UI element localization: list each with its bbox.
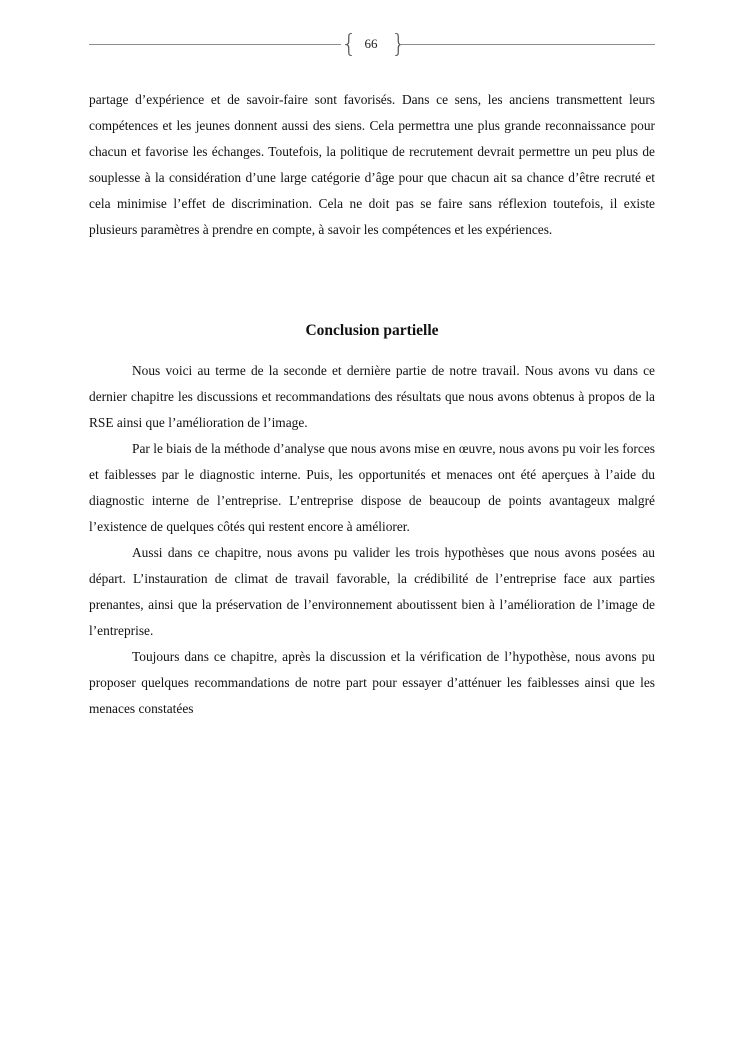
header-rule-right bbox=[400, 44, 655, 45]
page-number: 66 bbox=[364, 36, 378, 51]
header-rule-left bbox=[89, 44, 341, 45]
section-title: Conclusion partielle bbox=[305, 322, 439, 339]
conclusion-paragraph-3: Aussi dans ce chapitre, nous avons pu valider les trois hypothèses que nous avons posées au départ. L’instauration de climat de travail favorable, la crédibilité de l’entreprise face aux parties prenantes, ainsi que la préservation de l’environnement aboutissent bien à l’amélioration de l’image de l’entreprise. bbox=[89, 545, 655, 638]
page-number-bracket-open: { bbox=[341, 29, 357, 58]
conclusion-paragraph-2: Par le biais de la méthode d’analyse que nous avons mise en œuvre, nous avons pu voir les forces et faiblesses par le diagnostic interne. Puis, les opportunités et menaces ont été aperçues à l’aide du diagnostic interne de l’entreprise. L’entreprise dispose de beaucoup de points avantageux malgré l’existence de quelques côtés qui restent encore à améliorer. bbox=[89, 441, 655, 534]
page-header bbox=[89, 30, 655, 58]
page-number-bracket-close: } bbox=[391, 29, 407, 58]
intro-paragraph: partage d’expérience et de savoir-faire sont favorisés. Dans ce sens, les anciens transmettent leurs compétences et les jeunes donnent aussi des siens. Cela permettra une plus grande reconnaissance pour chacun et favorise les échanges. Toutefois, la politique de recrutement devrait permettre un peu plus de souplesse à la considération d’une large catégorie d’âge pour que chacun ait sa chance d’être recruté et cela minimise l’effet de discrimination. Cela ne doit pas se faire sans réflexion toutefois, il existe plusieurs paramètres à prendre en compte, à savoir les compétences et les expériences. bbox=[89, 92, 655, 237]
page-body bbox=[89, 87, 655, 722]
conclusion-paragraph-4: Toujours dans ce chapitre, après la discussion et la vérification de l’hypothèse, nous avons pu proposer quelques recommandations de notre part pour essayer d’atténuer les faiblesses ainsi que les menaces constatées bbox=[89, 649, 655, 716]
conclusion-paragraph-1: Nous voici au terme de la seconde et dernière partie de notre travail. Nous avons vu dans ce dernier chapitre les discussions et recommandations des résultats que nous avons obtenus à propos de la RSE ainsi que l’amélioration de l’image. bbox=[89, 363, 655, 430]
